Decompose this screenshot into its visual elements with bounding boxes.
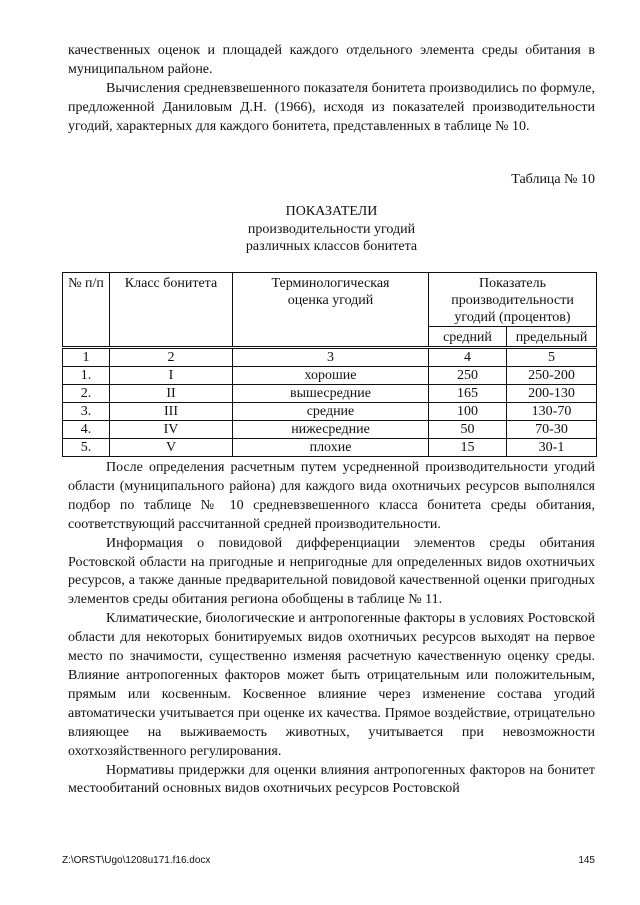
index-cell: 5 (507, 348, 597, 367)
header-avg: средний (429, 327, 507, 348)
index-cell: 4 (429, 348, 507, 367)
index-row (63, 348, 597, 367)
intro-paragraph-1: качественных оценок и площадей каждого отдельного элемента среды обитания в муниципальном районе. (68, 43, 595, 77)
table-row (63, 403, 597, 421)
index-cell: 2 (110, 348, 233, 367)
table-title (68, 203, 595, 256)
row-class: I (110, 367, 233, 385)
index-cell: 3 (233, 348, 429, 367)
body-paragraph-3: Климатические, биологические и антропогенные факторы в условиях Ростовской области для некоторых бонитируемых видов охотничьих ресурсов выходят на первое место по значимости, существенно изменяя расчетную качественную оценку среды. Влияние антропогенных факторов может быть отрицательным или положительным, прямым или косвенным. Косвенное влияние через изменение состава угодий автоматически учитывается при оценке их качества. Прямое воздействие, отрицательно влияющее на выживаемость животных, учитывается при невозможности охотхозяйственного регулирования. (68, 611, 595, 759)
table-title-line-3: различных классов бонитета (245, 239, 418, 255)
header-num: № п/п (63, 273, 110, 348)
row-avg: 100 (429, 403, 507, 421)
row-num: 4. (63, 421, 110, 439)
footer-file-path: Z:\ORST\Ugo\1208u171.f16.docx (62, 855, 211, 866)
row-avg: 50 (429, 421, 507, 439)
body-paragraph-1: После определения расчетным путем усредненной производительности угодий области (муниципального района) для каждого вида охотничьих ресурсов выполнялся подбор по таблице № 10 средневзвешенного класса бонитета среды обитания, соответствующий рассчитанной средней производительности. (68, 460, 595, 532)
row-max: 30-1 (507, 439, 597, 457)
footer-page-number: 145 (578, 855, 595, 866)
row-avg: 165 (429, 385, 507, 403)
row-num: 1. (63, 367, 110, 385)
table-title-line-1: ПОКАЗАТЕЛИ (285, 204, 378, 219)
row-avg: 15 (429, 439, 507, 457)
row-assessment: нижесредние (233, 421, 429, 439)
bonitet-table (62, 272, 597, 457)
body-text (68, 459, 595, 799)
header-assessment: Терминологическая оценка угодий (233, 273, 429, 348)
table-row (63, 439, 597, 457)
row-class: IV (110, 421, 233, 439)
row-class: V (110, 439, 233, 457)
body-paragraph-2: Информация о повидовой дифференциации элементов среды обитания Ростовской области на пригодные и непригодные для определенных видов охотничьих ресурсов, а также данные предварительной повидовой качественной оценки пригодных элементов среды обитания региона обобщены в таблице № 11. (68, 535, 595, 608)
header-max: предельный (507, 327, 597, 348)
row-num: 5. (63, 439, 110, 457)
table-row (63, 367, 597, 385)
row-avg: 250 (429, 367, 507, 385)
header-class: Класс бонитета (110, 273, 233, 348)
table-number-label: Таблица № 10 (511, 172, 595, 187)
row-assessment: вышесредние (233, 385, 429, 403)
intro-text (68, 42, 595, 137)
row-class: III (110, 403, 233, 421)
table-title-line-2: производительности угодий (247, 221, 416, 237)
row-assessment: хорошие (233, 367, 429, 385)
row-max: 70-30 (507, 421, 597, 439)
body-paragraph-4: Нормативы придержки для оценки влияния антропогенных факторов на бонитет местообитаний основных видов охотничьих ресурсов Ростовской (68, 762, 595, 797)
row-max: 250-200 (507, 367, 597, 385)
row-class: II (110, 385, 233, 403)
intro-paragraph-2: Вычисления средневзвешенного показателя бонитета производились по формуле, предложенной Даниловым Д.Н. (1966), исходя из показателей производительности угодий, характерных для каждого бонитета, представленных в таблице № 10. (68, 80, 595, 134)
row-assessment: средние (233, 403, 429, 421)
row-num: 2. (63, 385, 110, 403)
row-assessment: плохие (233, 439, 429, 457)
row-max: 130-70 (507, 403, 597, 421)
index-cell: 1 (63, 348, 110, 367)
table-row (63, 385, 597, 403)
row-num: 3. (63, 403, 110, 421)
table-row (63, 421, 597, 439)
row-max: 200-130 (507, 385, 597, 403)
header-indicator: Показатель производительности угодий (процентов) (429, 273, 597, 327)
